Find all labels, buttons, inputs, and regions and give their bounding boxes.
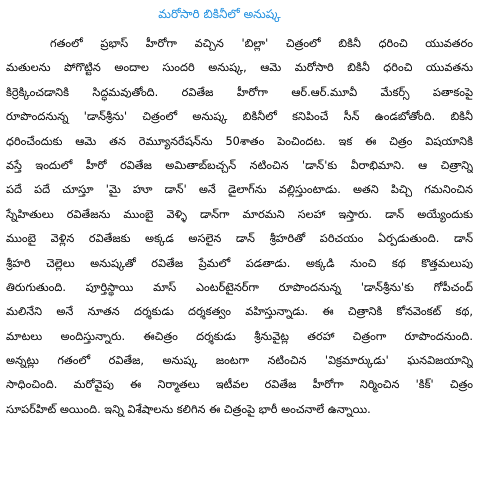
body-line-11: తిరుగుతుంది. పూర్తిస్థాయి మాస్ ఎంటర్‌టైనర్‌గా రూపొందనున్న 'డాన్‌శ్రీను'కు గోపీచంద్ — [6, 280, 473, 294]
body-line-6: వస్తే ఇందులో హీరో రవితేజ అమితాబ్‌బచ్చన్ నటించిన 'డాన్'కు వీరాభిమాని. ఆ చిత్రాన్ని — [6, 158, 473, 172]
body-line-2: మతులను పోగొట్టిన అందాల సుందరి అనుష్క, ఆమె మరోసారి బికినీ ధరించి యువతను — [6, 61, 473, 75]
body-line-7: పదే పదే చూస్తూ 'మై హూ డాన్' అనే డైలాగ్‌ను వల్లిస్తుంటాడు. అతని పిచ్చి గమనించిన — [6, 183, 473, 197]
body-line-12: మలినేని అనే నూతన దర్శకుడు దర్శకత్వం వహిస్తున్నాడు. ఈ చిత్రానికి కోనవెంకట్ కథ, — [6, 305, 473, 319]
body-line-16: సూపర్‌హిట్ అయింది. ఇన్ని విశేషాలను కలిగిన ఈ చిత్రంపై భారీ అంచనాలే ఉన్నాయి. — [6, 402, 371, 416]
body-line-15: సాధించింది. మరోవైపు ఈ నిర్మాతలు ఇటీవల రవితేజ హీరోగా నిర్మించిన 'కిక్' చిత్రం — [6, 378, 473, 392]
article-body — [6, 32, 473, 422]
body-line-1: గతంలో ప్రభాస్ హీరోగా వచ్చిన 'బిల్లా' చిత్రంలో బికినీ ధరించి యువతరం — [50, 37, 473, 50]
body-line-10: శ్రీహరి చెల్లెలు అనుష్కతో రవితేజ ప్రేమలో పడతాడు. అక్కడి నుంచి కథ కొత్తమలుపు — [6, 256, 473, 270]
body-line-5: ధరించేందుకు ఆమె తన రెమ్యూనరేషన్‌ను 50శాతం పెంచిందట. ఇక ఈ చిత్రం విషయానికి — [6, 134, 473, 148]
body-line-14: అన్నట్లు గతంలో రవితేజ, అనుష్క జంటగా నటించిన 'విక్రమార్కుడు' ఘనవిజయాన్ని — [6, 354, 473, 368]
body-line-8: స్నేహితులు రవితేజను ముంబై వెళ్ళి డాన్‌గా మారమని సలహా ఇస్తారు. డాన్ అయ్యేందుకు — [6, 207, 473, 221]
body-line-3: కిర్రెక్కించడానికి సిద్ధమవుతోంది. రవితేజ హీరోగా ఆర్.ఆర్.మూవీ మేకర్స్ పతాకంపై — [6, 85, 473, 99]
body-line-13: మాటలు అందిస్తున్నారు. ఈచిత్రం దర్శకుడు శ్రీనువైట్ల తరహా చిత్రంగా రూపొందనుంది. — [6, 329, 473, 343]
article-title: మరోసారి బికినీలో అనుష్క — [158, 7, 281, 21]
body-line-4: రూపొందనున్న 'డాన్‌శ్రీను' చిత్రంలో అనుష్క బికినీలో కనిపించే సీన్ ఉండబోతోంది. బికినీ — [6, 110, 473, 124]
body-line-9: ముంబై వెళ్లిన రవితేజకు అక్కడ అసలైన డాన్ శ్రీహరితో పరిచయం ఏర్పడుతుంది. డాన్ — [6, 232, 473, 246]
